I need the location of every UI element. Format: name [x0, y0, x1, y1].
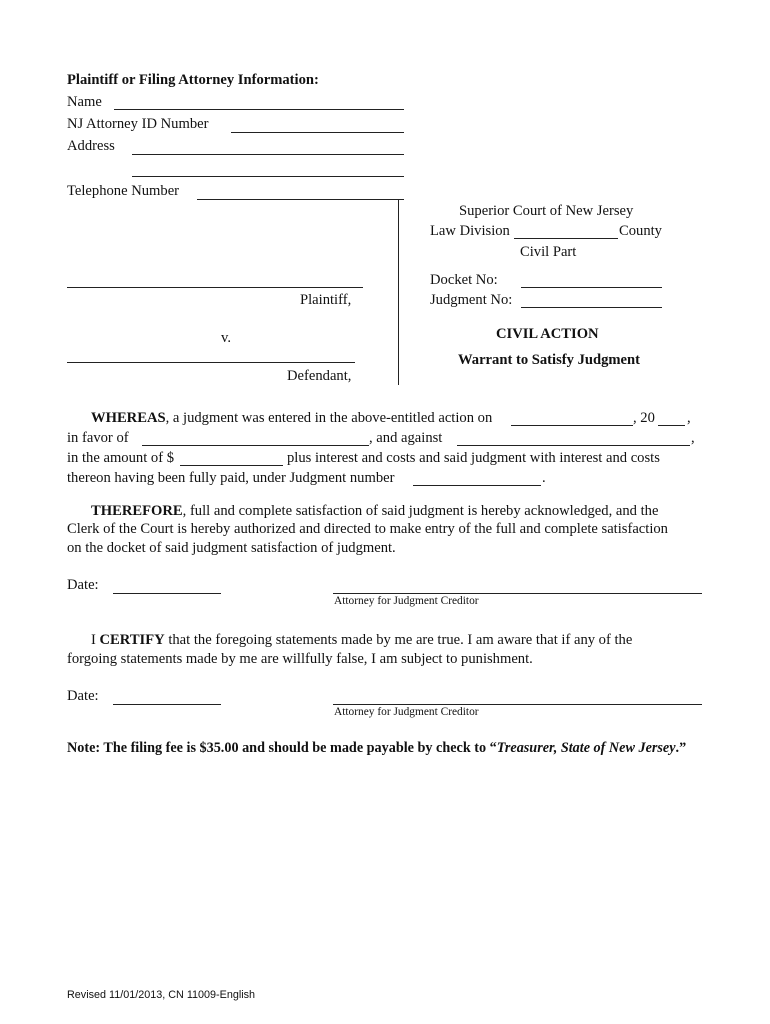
plaintiff-field[interactable]	[67, 287, 363, 288]
date-label-2: Date:	[67, 688, 99, 704]
telephone-field[interactable]	[197, 199, 404, 200]
court-name: Superior Court of New Jersey	[459, 203, 634, 219]
debtor-field[interactable]	[457, 445, 690, 446]
address-label: Address	[67, 138, 115, 154]
revision-footer: Revised 11/01/2013, CN 11009-English	[67, 989, 256, 1001]
signature-line-2[interactable]	[333, 704, 702, 705]
signature-caption-1: Attorney for Judgment Creditor	[334, 595, 479, 607]
therefore-line2: Clerk of the Court is hereby authorized and directed to make entry of the full and complete satisfaction	[67, 521, 668, 537]
plaintiff-label: Plaintiff,	[300, 292, 352, 308]
plus-interest-text: plus interest and costs and said judgment with interest and costs	[287, 450, 660, 466]
county-label: County	[619, 223, 662, 239]
signature-line-1[interactable]	[333, 593, 702, 594]
paid-text: thereon having been fully paid, under Judgment number	[67, 470, 395, 486]
name-field[interactable]	[114, 109, 404, 110]
date-field-2[interactable]	[113, 704, 221, 705]
judgment-no-field[interactable]	[521, 307, 662, 308]
docket-label: Docket No:	[430, 272, 498, 288]
docket-field[interactable]	[521, 287, 662, 288]
address-field-line2[interactable]	[132, 176, 404, 177]
year-field[interactable]	[658, 425, 685, 426]
telephone-label: Telephone Number	[67, 183, 180, 199]
civil-action-heading: CIVIL ACTION	[496, 326, 599, 342]
defendant-field[interactable]	[67, 362, 355, 363]
date-field-1[interactable]	[113, 593, 221, 594]
attorney-info-title: Plaintiff or Filing Attorney Information:	[67, 72, 319, 88]
therefore-keyword: THEREFORE	[91, 503, 183, 519]
in-favor-of-label: in favor of	[67, 430, 129, 446]
date-label-1: Date:	[67, 577, 99, 593]
note-text: Note: The filing fee is $35.00 and should be made payable by check to “	[67, 740, 497, 756]
therefore-line3: on the docket of said judgment satisfaction of judgment.	[67, 540, 396, 556]
attorney-id-field[interactable]	[231, 132, 404, 133]
year-prefix: , 20	[633, 410, 655, 426]
creditor-field[interactable]	[142, 445, 369, 446]
address-field-line1[interactable]	[132, 154, 404, 155]
law-division-label: Law Division	[430, 223, 510, 239]
judgment-date-field[interactable]	[511, 425, 633, 426]
filing-fee-note	[67, 741, 686, 755]
county-field[interactable]	[514, 238, 618, 239]
certify-keyword: CERTIFY	[99, 632, 165, 648]
note-payee: Treasurer, State of New Jersey	[496, 740, 676, 756]
therefore-text1: , full and complete satisfaction of said judgment is hereby acknowledged, and the	[182, 503, 659, 519]
debtor-comma: ,	[691, 430, 695, 446]
year-comma: ,	[687, 410, 691, 426]
note-end: .”	[675, 740, 687, 756]
judgment-number-field[interactable]	[413, 485, 541, 486]
signature-caption-2: Attorney for Judgment Creditor	[334, 706, 479, 718]
whereas-keyword: WHEREAS	[91, 410, 166, 426]
attorney-id-label: NJ Attorney ID Number	[67, 116, 209, 132]
whereas-line1	[91, 411, 492, 426]
caption-divider	[398, 199, 399, 385]
certify-text1: that the foregoing statements made by me are true. I am aware that if any of the	[164, 632, 633, 648]
versus-label: v.	[221, 330, 231, 346]
amount-field[interactable]	[180, 465, 283, 466]
defendant-label: Defendant,	[287, 368, 352, 384]
certify-line1	[91, 633, 632, 648]
civil-part-label: Civil Part	[520, 244, 577, 260]
and-against-label: , and against	[369, 430, 443, 446]
name-label: Name	[67, 94, 102, 110]
form-title: Warrant to Satisfy Judgment	[458, 352, 641, 368]
certify-line2: forgoing statements made by me are willfully false, I am subject to punishment.	[67, 651, 533, 667]
judgment-no-label: Judgment No:	[430, 292, 513, 308]
therefore-line1	[91, 504, 658, 519]
whereas-text1: , a judgment was entered in the above-entitled action on	[165, 410, 493, 426]
certify-prefix: I	[91, 632, 100, 648]
amount-label: in the amount of $	[67, 450, 175, 466]
paid-period: .	[542, 470, 546, 486]
